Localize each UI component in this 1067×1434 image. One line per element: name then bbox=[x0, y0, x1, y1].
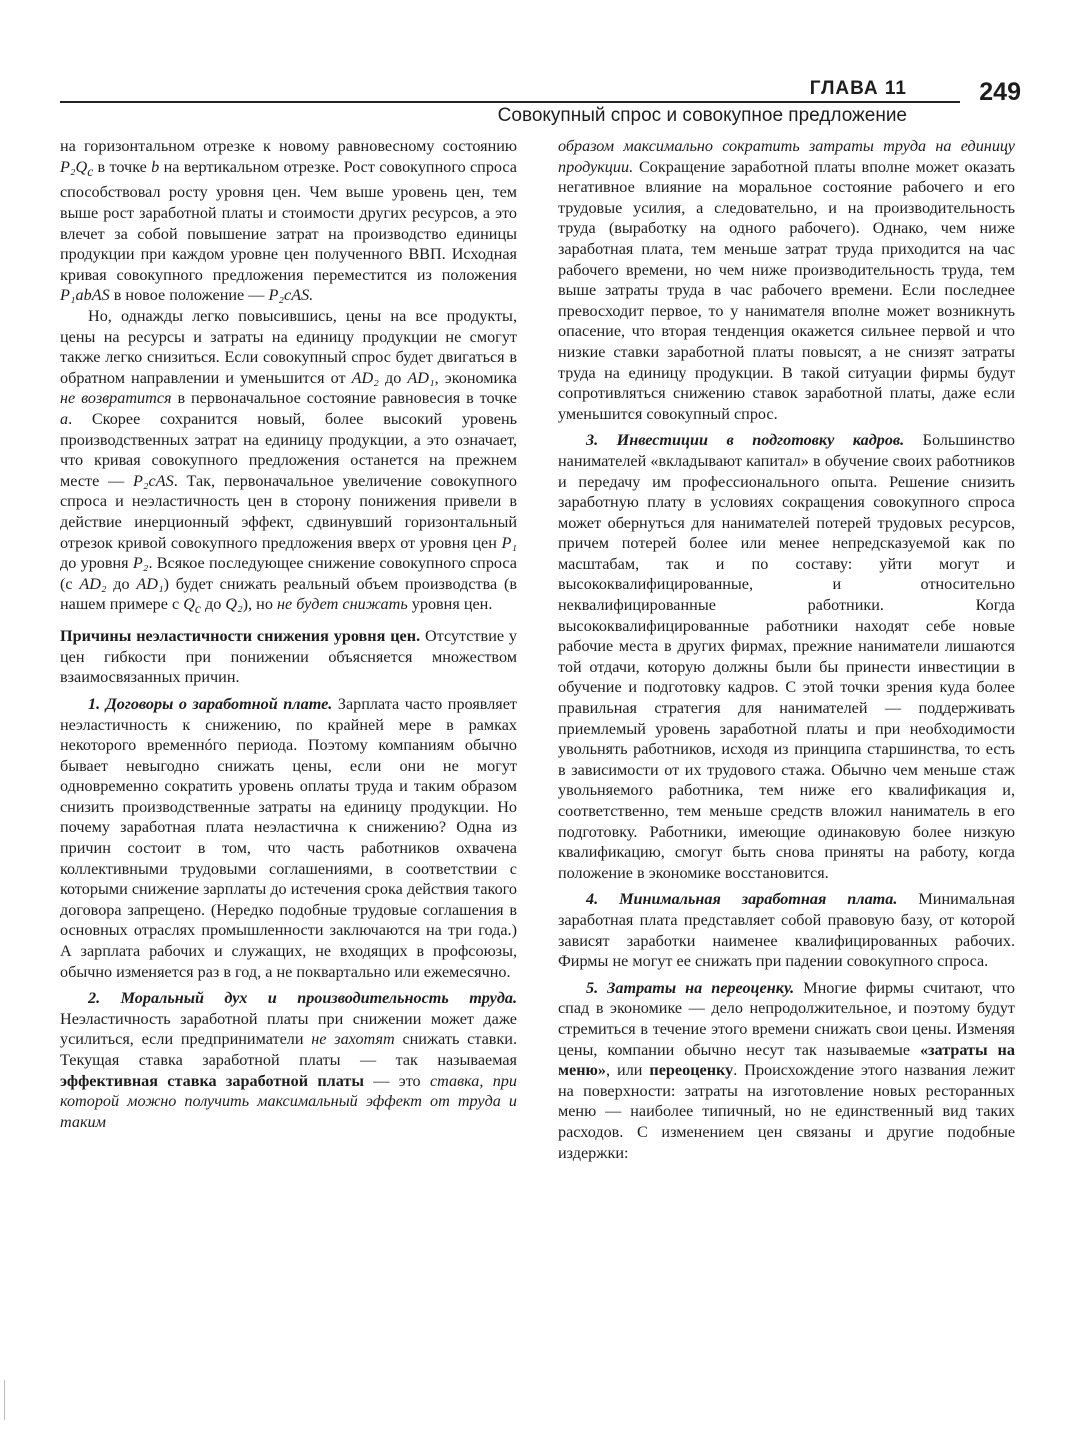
item-training-investment: 3. Инвестиции в подготовку кадров. Большинство нанимателей «вкладывают капитал» в обучение своих работников и передачу им профессионального опыта. Решение снизить заработную плату в условиях сокращения совокупного спроса может обернуться для нанимателей потерей трудовых ресурсов, причем потерей более или менее непредсказуемой как по масштабам, так и по составу: уйти могут и высококвалифицированные, и относительно неквалифицированные работники. Когда высококвалифицированные работники находят себе новые рабочие места в других фирмах, прежние наниматели лишаются той отдачи, которую должны были бы принести инвестиции в обучение и подготовку кадров. С этой точки зрения куда более правильная стратегия для нанимателей — поддерживать приемлемый уровень заработной платы и при необходимости увольнять работников, исходя из принципа старшинства, то есть в зависимости от их трудового стажа. Обычно чем меньше стаж увольняемого работника, тем ниже его квалификация и, соответственно, тем меньше средств вложил наниматель в его подготовку. Работники, имеющие одинаковую более низкую квалификацию, смогут быть снова приняты на работу, когда положение в экономике восстановится. bbox=[558, 431, 1015, 882]
paragraph-price-inertia: Но, однажды легко повысившись, цены на все продукты, цены на ресурсы и затраты на единицу продукции не смогут также легко снизиться. Если совокупный спрос будет двигаться в обратном направлении и уменьшится от AD₂ до AD₁, экономика не возвратится в первоначальное состояние равновесия в точке a. Скорее сохранится новый, более высокий уровень производственных затрат на единицу продукции, а это означает, что кривая совокупного предложения останется на прежнем месте — P₂cAS. Так, первоначальное увеличение совокупного спроса и неэластичность цен в сторону понижения привели в действие инерционный эффект, сдвинувший горизонтальный отрезок кривой совокупного предложения вверх от уровня цен P₁ до уровня P₂. Всякое последующее снижение совокупного спроса (с AD₂ до AD₁) будет снижать реальный объем производства (в нашем примере с $Q_c$ до Q₂), но не будет снижать уровня цен. bbox=[60, 306, 517, 617]
item-minimum-wage: 4. Минимальная заработная плата. Минимальная заработная плата представляет собой правовую базу, от которой зависят заработки наименее квалифицированных рабочих. Фирмы не могут ее снижать при падении совокупного спроса. bbox=[558, 890, 1015, 971]
item-morale-productivity: 2. Моральный дух и производительность труда. Неэластичность заработной платы при снижении может даже усилиться, если предприниматели не захотят снижать ставки. Текущая ставка заработной платы — так называемая эффективная ставка заработной платы — это ставка, при которой можно получить максимальный эффект от труда и таким bbox=[60, 989, 518, 1131]
paragraph-morale-continuation: образом максимально сократить затраты труда на единицу продукции. Сокращение заработной платы вполне может оказать негативное влияние на моральное состояние рабочего и его трудовые усилия, а следовательно, и на производительность труда (выработку на одного рабочего). Однако, чем ниже заработная плата, тем меньше затрат труда приходится на час рабочего времени, но чем ниже производительность труда, тем выше затраты труда в час рабочего времени. Если последнее превосходит первое, то у нанимателя вполне может возникнуть опасение, что вторая тенденция окажется сильнее первой и что низкие ставки заработной платы повысят, а не снизят затраты труда на единицу продукции. В такой ситуации фирмы будут сопротивляться снижению ставок заработной платы, даже если уменьшится совокупный спрос. bbox=[558, 137, 1015, 423]
item-wage-contracts: 1. Договоры о заработной плате. Зарплата часто проявляет неэластичность к снижению, по крайней мере в рамках некоторого временнóго периода. Поэтому компаниям обычно бывает невыгодно снижать цены, если они не могут одновременно сократить уровень оплаты труда и таким образом снизить производственные затраты на единицу продукции. Но почему заработная плата неэластична к снижению? Одна из причин состоит в том, что часть работников охвачена коллективными трудовыми соглашениями, в соответствии с которыми снижение зарплаты до истечения срока действия такого договора запрещено. (Нередко подобные трудовые соглашения в основных отраслях промышленности заключаются на три года.) А зарплата рабочих и служащих, не входящих в профсоюзы, обычно изменяется раз в год, а не поквартально или ежемесячно. bbox=[60, 694, 517, 981]
chapter-subtitle: Совокупный спрос и совокупное предложение bbox=[497, 105, 907, 126]
left-column bbox=[60, 136, 517, 1132]
right-column bbox=[558, 136, 1015, 1163]
running-header bbox=[60, 72, 1025, 132]
scan-margin-mark bbox=[4, 1380, 5, 1420]
paragraph-continuation: на горизонтальном отрезке к новому равновесному состоянию $P_2Q_c$ в точке b на вертикальном отрезке. Рост совокупного спроса способствовал росту уровня цен. Чем выше уровень цен, тем выше рост заработной платы и стоимости других ресурсов, а это влечет за собой повышение затрат на производство единицы продукции при каждом уровне цен полученного ВВП. Исходная кривая совокупного предложения переместится из положения P₁abAS в новое положение — P₂cAS. bbox=[60, 137, 517, 305]
section-causes: Причины неэластичности снижения уровня цен. Отсутствие у цен гибкости при понижении объясняется множеством взаимосвязанных причин. bbox=[60, 627, 517, 687]
item-menu-costs: 5. Затраты на переоценку. Многие фирмы считают, что спад в экономике — дело непродолжительное, и поэтому будут стремиться в течение этого времени снижать свои цены. Изменяя цены, компании обычно несут так называемые «затраты на меню», или переоценку. Происхождение этого названия лежит на поверхности: затраты на изготовление новых ресторанных меню — наиболее типичный, но не единственный вид таких расходов. С изменением цен связаны и другие подобные издержки: bbox=[558, 978, 1015, 1162]
header-rule bbox=[60, 101, 960, 103]
page-number: 249 bbox=[979, 78, 1021, 106]
chapter-label: ГЛАВА 11 bbox=[809, 78, 907, 99]
